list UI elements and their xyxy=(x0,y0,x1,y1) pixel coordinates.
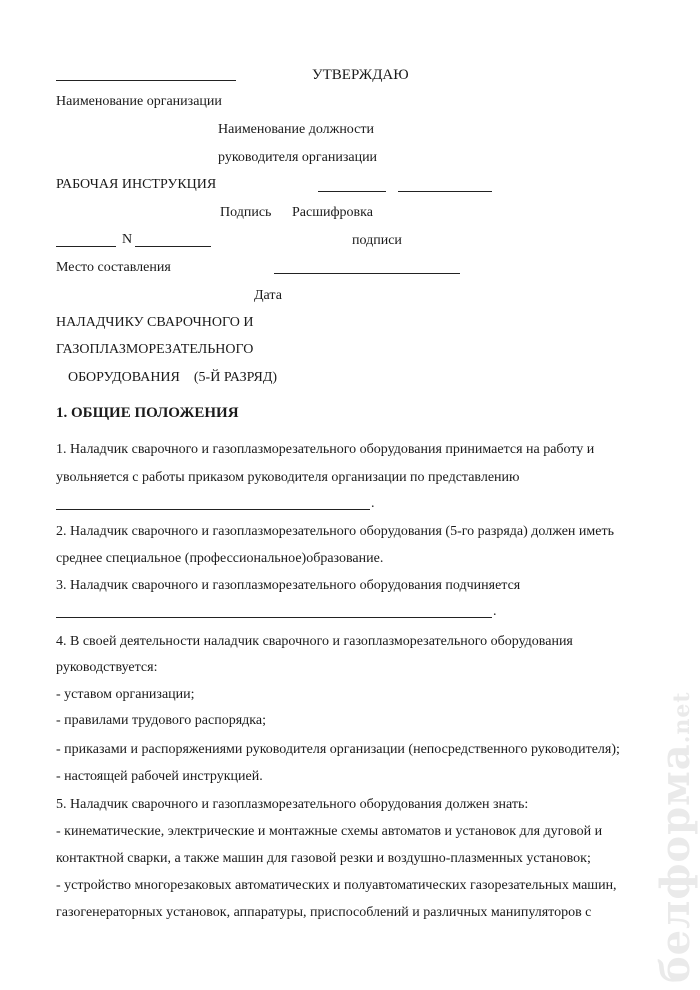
list-item: - устройство многорезаковых автоматических и полуавтоматических газорезательных машин, xyxy=(56,878,617,893)
number-blank-line xyxy=(135,246,211,247)
line-end-dot: . xyxy=(371,496,375,511)
place-label: Место составления xyxy=(56,260,171,275)
signature-label: Подпись xyxy=(220,205,272,220)
paragraph-line: контактной сварки, а также машин для газовой резки и воздушно-плазменных установок; xyxy=(56,851,591,866)
paragraph-line: 1. Наладчик сварочного и газоплазморезательного оборудования принимается на работу и xyxy=(56,442,595,457)
watermark xyxy=(600,691,699,990)
position-label-line1: Наименование должности xyxy=(218,122,374,137)
decoding-label-2: подписи xyxy=(352,233,402,248)
decoding-label: Расшифровка xyxy=(292,205,373,220)
list-item: - кинематические, электрические и монтажные схемы автоматов и установок для дуговой и xyxy=(56,824,603,839)
watermark-text: белформа.net xyxy=(652,691,699,983)
title-line3: ОБОРУДОВАНИЯ (5-Й РАЗРЯД) xyxy=(68,370,278,385)
paragraph-line: 3. Наладчик сварочного и газоплазморезательного оборудования подчиняется xyxy=(56,578,521,593)
line-end-dot: . xyxy=(493,604,497,619)
title-line2: ГАЗОПЛАЗМОРЕЗАТЕЛЬНОГО xyxy=(56,342,254,357)
date-label: Дата xyxy=(254,288,282,303)
paragraph-line: среднее специальное (профессиональное)образование. xyxy=(56,551,384,566)
date-blank-line xyxy=(56,246,116,247)
paragraph-line: 5. Наладчик сварочного и газоплазморезательного оборудования должен знать: xyxy=(56,797,529,812)
decoding-blank-line xyxy=(398,191,492,192)
signature-blank-line xyxy=(318,191,386,192)
list-item: - правилами трудового распорядка; xyxy=(56,713,266,728)
org-name-blank-line xyxy=(56,80,236,81)
title-line1: НАЛАДЧИКУ СВАРОЧНОГО И xyxy=(56,315,254,330)
position-label-line2: руководителя организации xyxy=(218,150,378,165)
number-sign: N xyxy=(122,232,133,247)
list-item: - настоящей рабочей инструкцией. xyxy=(56,769,263,784)
org-name-label: Наименование организации xyxy=(56,94,222,109)
date-signature-blank-line xyxy=(274,273,460,274)
approve-label: УТВЕРЖДАЮ xyxy=(312,67,409,83)
representation-blank-line xyxy=(56,509,370,510)
list-item: - приказами и распоряжениями руководителя организации (непосредственного руководителя); xyxy=(56,742,620,757)
paragraph-line: увольняется с работы приказом руководителя организации по представлению xyxy=(56,470,520,485)
subordinate-blank-line xyxy=(56,617,492,618)
paragraph-line: 2. Наладчик сварочного и газоплазморезательного оборудования (5-го разряда) должен иметь xyxy=(56,524,614,539)
section-heading: 1. ОБЩИЕ ПОЛОЖЕНИЯ xyxy=(56,405,239,421)
list-item: - уставом организации; xyxy=(56,687,195,702)
paragraph-line: газогенераторных установок, аппаратуры, приспособлений и различных манипуляторов с xyxy=(56,905,592,920)
paragraph-line: 4. В своей деятельности наладчик сварочного и газоплазморезательного оборудования xyxy=(56,634,573,649)
doc-type-label: РАБОЧАЯ ИНСТРУКЦИЯ xyxy=(56,177,217,192)
paragraph-line: руководствуется: xyxy=(56,660,158,675)
